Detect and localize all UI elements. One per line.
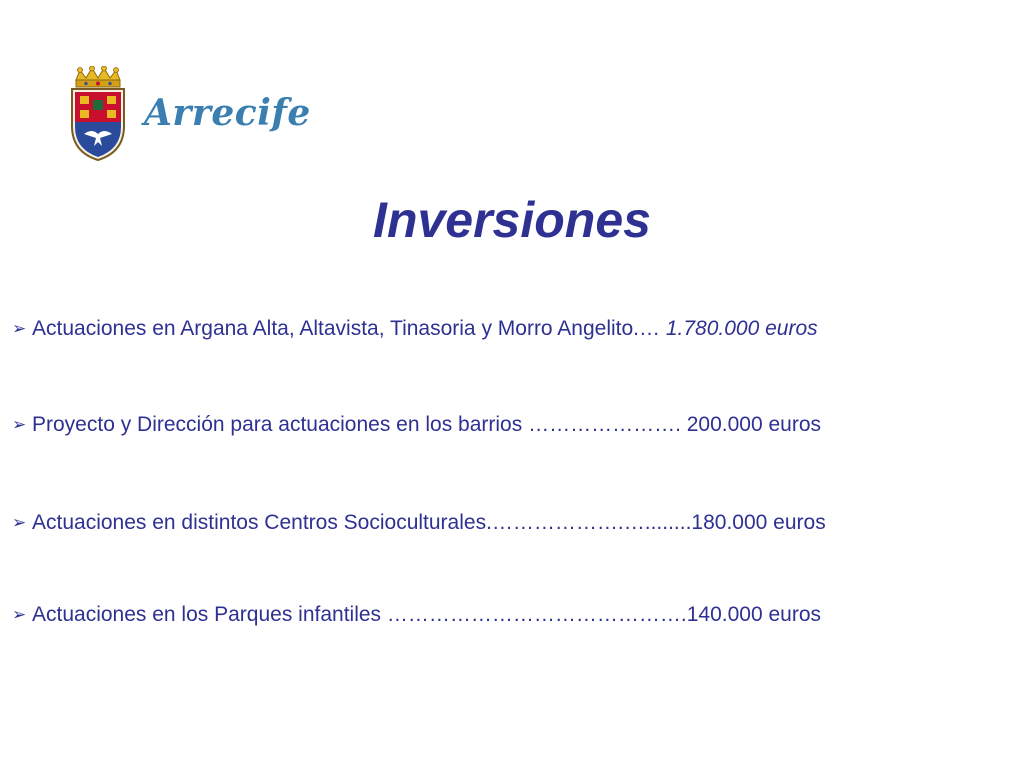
coat-of-arms-icon — [66, 66, 130, 162]
arrecife-logo — [66, 66, 316, 162]
list-item — [12, 601, 1012, 629]
arrow-bullet-icon: ➢ — [12, 319, 27, 338]
page-title: Inversiones — [373, 192, 651, 248]
arrow-bullet-icon: ➢ — [12, 605, 27, 624]
list-item — [12, 315, 1012, 343]
item-amount: 200.000 euros — [686, 413, 822, 436]
item-label: Proyecto y Dirección para actuaciones en los barrios …………………. — [32, 413, 687, 436]
item-label: Actuaciones en distintos Centros Socioculturales.……………….…........ — [32, 511, 692, 534]
item-amount: 140.000 euros — [686, 603, 821, 626]
arrow-bullet-icon: ➢ — [12, 415, 27, 434]
list-item — [12, 509, 1012, 537]
item-amount: 1.780.000 euros — [665, 317, 818, 340]
item-label: Actuaciones en Argana Alta, Altavista, Tinasoria y Morro Angelito.… — [32, 317, 666, 340]
logo-wordmark: Arrecife — [144, 92, 311, 134]
list-item — [12, 411, 1012, 439]
item-label: Actuaciones en los Parques infantiles ……………………………………. — [32, 603, 687, 626]
arrow-bullet-icon: ➢ — [12, 513, 27, 532]
item-amount: 180.000 euros — [691, 511, 826, 534]
